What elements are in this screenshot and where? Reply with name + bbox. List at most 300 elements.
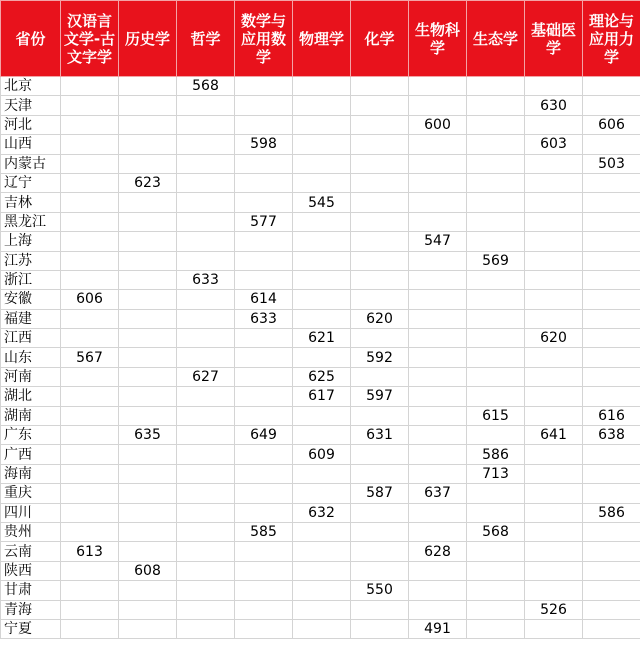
score-cell	[235, 270, 293, 289]
score-cell	[119, 484, 177, 503]
score-cell	[177, 464, 235, 483]
score-cell	[119, 619, 177, 638]
score-cell	[409, 212, 467, 231]
score-cell	[293, 309, 351, 328]
score-cell: 617	[293, 387, 351, 406]
score-cell	[351, 561, 409, 580]
score-cell	[177, 503, 235, 522]
score-cell	[177, 193, 235, 212]
score-cell	[409, 329, 467, 348]
score-cell	[409, 173, 467, 192]
column-header-subject: 历史学	[119, 1, 177, 77]
province-cell: 山东	[1, 348, 61, 367]
score-cell	[293, 348, 351, 367]
score-cell: 585	[235, 522, 293, 541]
score-cell	[583, 484, 640, 503]
score-cell	[409, 600, 467, 619]
province-cell: 广西	[1, 445, 61, 464]
score-cell	[467, 290, 525, 309]
score-cell	[119, 77, 177, 96]
score-cell	[409, 77, 467, 96]
score-cell	[467, 115, 525, 134]
score-cell	[525, 115, 583, 134]
score-cell	[409, 445, 467, 464]
score-cell	[351, 212, 409, 231]
column-header-subject: 数学与应用数学	[235, 1, 293, 77]
score-cell	[583, 600, 640, 619]
score-cell	[525, 367, 583, 386]
table-body	[1, 77, 640, 639]
score-cell: 616	[583, 406, 640, 425]
table-row	[1, 77, 640, 96]
score-cell	[467, 77, 525, 96]
score-cell	[61, 309, 119, 328]
score-cell	[525, 445, 583, 464]
score-cell	[409, 561, 467, 580]
table-row	[1, 561, 640, 580]
score-cell	[61, 115, 119, 134]
score-cell	[177, 309, 235, 328]
score-cell	[235, 96, 293, 115]
score-cell	[293, 406, 351, 425]
score-cell: 609	[293, 445, 351, 464]
score-cell	[119, 542, 177, 561]
score-cell	[525, 542, 583, 561]
score-cell	[293, 542, 351, 561]
province-cell: 内蒙古	[1, 154, 61, 173]
score-cell	[293, 251, 351, 270]
table-row	[1, 135, 640, 154]
score-cell	[119, 464, 177, 483]
score-cell: 633	[177, 270, 235, 289]
score-cell: 627	[177, 367, 235, 386]
score-cell	[351, 406, 409, 425]
score-cell	[235, 406, 293, 425]
score-cell	[235, 232, 293, 251]
score-cell	[583, 542, 640, 561]
table-row	[1, 484, 640, 503]
score-cell	[235, 193, 293, 212]
score-cell: 625	[293, 367, 351, 386]
score-cell	[525, 270, 583, 289]
score-cell	[235, 329, 293, 348]
score-cell: 600	[409, 115, 467, 134]
score-cell	[177, 212, 235, 231]
score-cell	[525, 232, 583, 251]
score-cell	[351, 600, 409, 619]
table-row	[1, 348, 640, 367]
score-cell	[409, 96, 467, 115]
table-row	[1, 600, 640, 619]
score-cell	[351, 115, 409, 134]
table-row	[1, 406, 640, 425]
score-cell	[235, 387, 293, 406]
table-row	[1, 542, 640, 561]
score-cell	[293, 619, 351, 638]
score-cell	[467, 542, 525, 561]
score-cell	[467, 484, 525, 503]
score-cell	[467, 367, 525, 386]
score-cell: 615	[467, 406, 525, 425]
province-cell: 天津	[1, 96, 61, 115]
score-cell: 606	[583, 115, 640, 134]
score-cell	[119, 135, 177, 154]
score-cell	[119, 270, 177, 289]
score-cell	[351, 251, 409, 270]
score-cell	[293, 135, 351, 154]
score-cell	[177, 96, 235, 115]
score-cell: 638	[583, 426, 640, 445]
score-cell	[235, 367, 293, 386]
score-cell	[467, 270, 525, 289]
score-cell	[235, 542, 293, 561]
score-cell	[235, 154, 293, 173]
column-header-subject: 物理学	[293, 1, 351, 77]
score-cell	[467, 154, 525, 173]
column-header-subject: 生物科学	[409, 1, 467, 77]
province-cell: 宁夏	[1, 619, 61, 638]
score-cell	[467, 329, 525, 348]
score-cell	[467, 309, 525, 328]
score-cell: 568	[177, 77, 235, 96]
score-cell	[293, 561, 351, 580]
province-cell: 河北	[1, 115, 61, 134]
score-cell: 577	[235, 212, 293, 231]
province-cell: 浙江	[1, 270, 61, 289]
score-cell	[119, 348, 177, 367]
table-row	[1, 387, 640, 406]
score-cell	[467, 387, 525, 406]
score-cell	[119, 212, 177, 231]
score-cell	[119, 445, 177, 464]
score-cell	[61, 251, 119, 270]
table-row	[1, 619, 640, 638]
score-cell	[61, 154, 119, 173]
score-cell	[583, 309, 640, 328]
score-cell	[119, 309, 177, 328]
table-row	[1, 426, 640, 445]
score-cell	[525, 484, 583, 503]
score-cell	[351, 329, 409, 348]
score-cell	[235, 77, 293, 96]
province-cell: 重庆	[1, 484, 61, 503]
score-cell: 713	[467, 464, 525, 483]
score-cell: 637	[409, 484, 467, 503]
score-cell: 623	[119, 173, 177, 192]
column-header-subject: 化学	[351, 1, 409, 77]
province-cell: 湖南	[1, 406, 61, 425]
score-cell	[351, 173, 409, 192]
score-cell	[235, 173, 293, 192]
table-row	[1, 212, 640, 231]
score-cell	[351, 270, 409, 289]
score-cell	[61, 503, 119, 522]
score-cell	[293, 212, 351, 231]
score-cell	[177, 290, 235, 309]
score-cell	[177, 484, 235, 503]
score-cell	[467, 135, 525, 154]
score-cell: 547	[409, 232, 467, 251]
score-cell	[177, 619, 235, 638]
score-cell	[351, 542, 409, 561]
score-cell: 608	[119, 561, 177, 580]
score-cell: 635	[119, 426, 177, 445]
score-cell	[177, 522, 235, 541]
score-cell	[409, 309, 467, 328]
column-header-subject: 生态学	[467, 1, 525, 77]
score-cell: 620	[351, 309, 409, 328]
table-row	[1, 367, 640, 386]
score-cell	[235, 619, 293, 638]
score-cell	[583, 135, 640, 154]
score-cell	[61, 387, 119, 406]
score-cell: 631	[351, 426, 409, 445]
table-row	[1, 251, 640, 270]
score-cell	[409, 406, 467, 425]
score-cell	[351, 193, 409, 212]
score-cell	[177, 406, 235, 425]
province-cell: 青海	[1, 600, 61, 619]
score-cell	[61, 232, 119, 251]
score-cell: 603	[525, 135, 583, 154]
score-cell	[351, 96, 409, 115]
score-cell	[583, 232, 640, 251]
score-cell	[351, 445, 409, 464]
score-cell	[467, 232, 525, 251]
score-cell	[119, 503, 177, 522]
score-cell: 587	[351, 484, 409, 503]
score-cell	[177, 115, 235, 134]
score-cell	[351, 154, 409, 173]
score-cell	[235, 251, 293, 270]
score-cell	[293, 77, 351, 96]
table-row	[1, 96, 640, 115]
score-cell	[177, 426, 235, 445]
score-cell	[119, 600, 177, 619]
score-cell	[525, 522, 583, 541]
score-cell	[61, 367, 119, 386]
score-cell: 567	[61, 348, 119, 367]
score-cell	[525, 561, 583, 580]
province-cell: 江苏	[1, 251, 61, 270]
score-cell	[61, 406, 119, 425]
column-header-subject: 汉语言文学-古文字学	[61, 1, 119, 77]
score-cell	[409, 270, 467, 289]
score-cell	[293, 600, 351, 619]
score-cell	[525, 290, 583, 309]
score-cell	[119, 581, 177, 600]
score-cell	[177, 173, 235, 192]
score-cell	[177, 154, 235, 173]
score-cell	[583, 619, 640, 638]
score-cell	[583, 561, 640, 580]
score-cell	[61, 561, 119, 580]
score-cell	[525, 251, 583, 270]
score-cell	[61, 270, 119, 289]
score-cell	[177, 251, 235, 270]
table-row	[1, 329, 640, 348]
score-cell: 621	[293, 329, 351, 348]
score-cell	[409, 251, 467, 270]
score-cell	[177, 135, 235, 154]
score-cell: 569	[467, 251, 525, 270]
score-cell	[61, 426, 119, 445]
column-header-subject: 理论与应用力学	[583, 1, 640, 77]
score-cell: 545	[293, 193, 351, 212]
score-cell	[235, 503, 293, 522]
score-cell	[61, 445, 119, 464]
score-cell: 633	[235, 309, 293, 328]
score-cell	[583, 329, 640, 348]
score-cell	[351, 232, 409, 251]
province-cell: 陕西	[1, 561, 61, 580]
score-cell	[61, 600, 119, 619]
score-cell: 586	[583, 503, 640, 522]
score-cell: 606	[61, 290, 119, 309]
score-cell	[119, 154, 177, 173]
score-cell	[583, 464, 640, 483]
score-cell: 597	[351, 387, 409, 406]
table-row	[1, 522, 640, 541]
score-cell	[583, 367, 640, 386]
score-cell	[467, 193, 525, 212]
score-cell	[583, 522, 640, 541]
score-cell	[583, 193, 640, 212]
score-cell	[583, 77, 640, 96]
province-cell: 福建	[1, 309, 61, 328]
score-cell	[525, 309, 583, 328]
score-cell	[409, 522, 467, 541]
score-cell	[409, 193, 467, 212]
score-cell	[293, 522, 351, 541]
score-cell	[61, 135, 119, 154]
score-cell	[119, 406, 177, 425]
score-cell	[119, 387, 177, 406]
score-cell	[467, 212, 525, 231]
score-cell	[467, 96, 525, 115]
score-cell	[293, 426, 351, 445]
score-cell	[583, 173, 640, 192]
score-cell	[61, 464, 119, 483]
province-cell: 河南	[1, 367, 61, 386]
score-cell	[61, 522, 119, 541]
score-cell	[525, 503, 583, 522]
score-cell: 586	[467, 445, 525, 464]
column-header-subject: 哲学	[177, 1, 235, 77]
score-cell	[61, 96, 119, 115]
score-cell	[525, 406, 583, 425]
score-cell	[119, 329, 177, 348]
score-cell	[235, 484, 293, 503]
score-cell	[293, 173, 351, 192]
score-cell	[177, 387, 235, 406]
score-cell	[525, 212, 583, 231]
score-cell	[235, 464, 293, 483]
score-cell	[409, 367, 467, 386]
province-cell: 上海	[1, 232, 61, 251]
score-cell	[525, 464, 583, 483]
score-cell	[177, 348, 235, 367]
table-row	[1, 309, 640, 328]
score-cell: 550	[351, 581, 409, 600]
score-cell: 598	[235, 135, 293, 154]
score-cell	[583, 387, 640, 406]
province-cell: 海南	[1, 464, 61, 483]
score-cell	[119, 193, 177, 212]
score-cell: 491	[409, 619, 467, 638]
score-cell	[467, 503, 525, 522]
score-cell	[409, 464, 467, 483]
score-cell	[293, 232, 351, 251]
score-cell: 649	[235, 426, 293, 445]
score-cell	[293, 581, 351, 600]
score-cell	[525, 77, 583, 96]
score-cell	[177, 600, 235, 619]
score-cell	[409, 154, 467, 173]
province-cell: 广东	[1, 426, 61, 445]
score-cell	[525, 193, 583, 212]
score-cell	[61, 173, 119, 192]
province-cell: 山西	[1, 135, 61, 154]
score-cell	[119, 367, 177, 386]
score-cell	[467, 581, 525, 600]
score-cell	[61, 329, 119, 348]
score-cell	[583, 212, 640, 231]
score-cell	[61, 619, 119, 638]
score-cell	[351, 522, 409, 541]
score-cell	[61, 212, 119, 231]
score-cell: 613	[61, 542, 119, 561]
score-cell	[351, 464, 409, 483]
score-cell	[409, 503, 467, 522]
score-cell	[467, 561, 525, 580]
score-cell	[119, 232, 177, 251]
column-header-subject: 基础医学	[525, 1, 583, 77]
score-cell	[119, 522, 177, 541]
score-cell: 503	[583, 154, 640, 173]
score-cell	[293, 464, 351, 483]
score-cell	[409, 581, 467, 600]
province-cell: 北京	[1, 77, 61, 96]
table-row	[1, 445, 640, 464]
score-cell	[293, 96, 351, 115]
score-cell	[351, 77, 409, 96]
table-row	[1, 173, 640, 192]
table-row	[1, 115, 640, 134]
score-cell: 568	[467, 522, 525, 541]
score-cell: 620	[525, 329, 583, 348]
score-cell	[583, 348, 640, 367]
column-header-province: 省份	[1, 1, 61, 77]
score-cell	[525, 581, 583, 600]
score-cell	[467, 173, 525, 192]
score-cell	[293, 270, 351, 289]
score-cell	[293, 115, 351, 134]
score-cell	[119, 96, 177, 115]
score-cell	[351, 367, 409, 386]
score-cell	[351, 290, 409, 309]
table-row	[1, 232, 640, 251]
province-cell: 云南	[1, 542, 61, 561]
score-cell	[293, 484, 351, 503]
score-cell	[525, 619, 583, 638]
table-row	[1, 503, 640, 522]
score-cell: 526	[525, 600, 583, 619]
score-cell	[409, 348, 467, 367]
score-cell	[177, 542, 235, 561]
score-cell	[119, 251, 177, 270]
score-cell	[467, 619, 525, 638]
